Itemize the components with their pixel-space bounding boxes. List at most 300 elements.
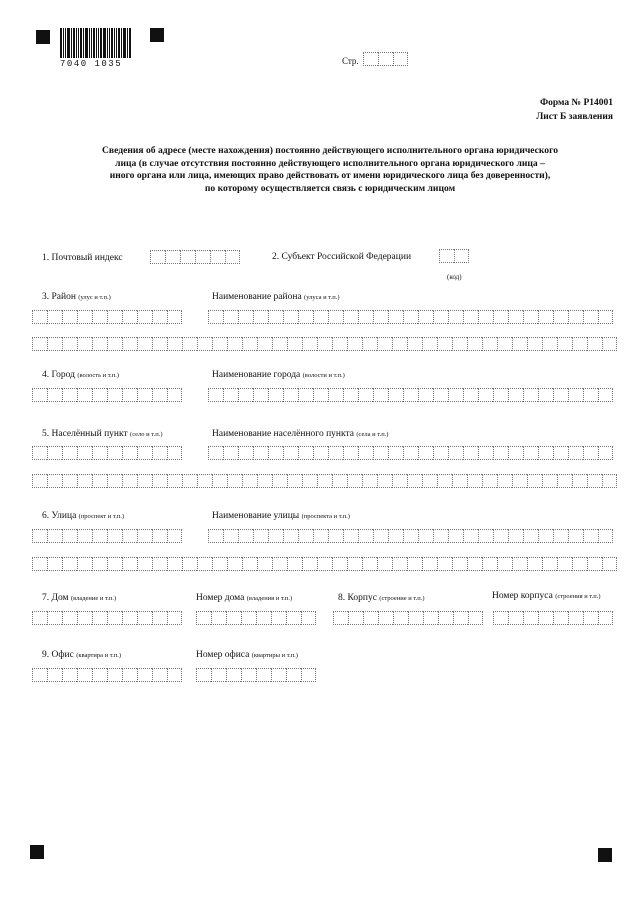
input-cell[interactable] bbox=[107, 611, 122, 625]
input-cell[interactable] bbox=[583, 446, 598, 460]
input-cell[interactable] bbox=[167, 668, 182, 682]
input-cell[interactable] bbox=[122, 337, 137, 351]
input-cell[interactable] bbox=[197, 337, 212, 351]
input-cell[interactable] bbox=[107, 446, 122, 460]
input-cell[interactable] bbox=[463, 446, 478, 460]
input-cell[interactable] bbox=[137, 668, 152, 682]
input-cell[interactable] bbox=[463, 310, 478, 324]
input-cell[interactable] bbox=[32, 611, 47, 625]
input-cell[interactable] bbox=[301, 611, 316, 625]
input-cell[interactable] bbox=[298, 529, 313, 543]
input-cell[interactable] bbox=[257, 337, 272, 351]
input-cell[interactable] bbox=[77, 310, 92, 324]
input-cell[interactable] bbox=[373, 388, 388, 402]
input-cell[interactable] bbox=[227, 557, 242, 571]
input-cell[interactable] bbox=[348, 611, 363, 625]
input-cell[interactable] bbox=[152, 337, 167, 351]
input-cell[interactable] bbox=[272, 474, 287, 488]
input-cell[interactable] bbox=[523, 611, 538, 625]
input-cell[interactable] bbox=[287, 557, 302, 571]
input-cell[interactable] bbox=[223, 388, 238, 402]
input-cell[interactable] bbox=[553, 446, 568, 460]
input-cell[interactable] bbox=[542, 557, 557, 571]
input-cell[interactable] bbox=[208, 529, 223, 543]
input-cell[interactable] bbox=[226, 611, 241, 625]
input-cell[interactable] bbox=[418, 388, 433, 402]
input-cell[interactable] bbox=[468, 611, 483, 625]
input-cell[interactable] bbox=[583, 529, 598, 543]
input-cell[interactable] bbox=[268, 446, 283, 460]
input-cell[interactable] bbox=[302, 337, 317, 351]
input-cell[interactable] bbox=[527, 557, 542, 571]
input-cell[interactable] bbox=[317, 474, 332, 488]
input-cell[interactable] bbox=[347, 557, 362, 571]
input-cell[interactable] bbox=[137, 529, 152, 543]
input-cell[interactable] bbox=[313, 446, 328, 460]
input-cell[interactable] bbox=[392, 474, 407, 488]
input-cell[interactable] bbox=[92, 474, 107, 488]
input-cell[interactable] bbox=[107, 557, 122, 571]
input-cell[interactable] bbox=[107, 388, 122, 402]
input-cell[interactable] bbox=[167, 310, 182, 324]
input-cell[interactable] bbox=[538, 529, 553, 543]
input-cell[interactable] bbox=[568, 310, 583, 324]
input-cell[interactable] bbox=[453, 611, 468, 625]
input-cell[interactable] bbox=[47, 337, 62, 351]
input-cell[interactable] bbox=[77, 474, 92, 488]
input-cell[interactable] bbox=[107, 474, 122, 488]
input-cell[interactable] bbox=[212, 557, 227, 571]
input-cell[interactable] bbox=[392, 337, 407, 351]
input-cell[interactable] bbox=[77, 337, 92, 351]
input-cell[interactable] bbox=[212, 337, 227, 351]
input-cell[interactable] bbox=[437, 557, 452, 571]
input-cell[interactable] bbox=[523, 529, 538, 543]
district-cells[interactable] bbox=[32, 310, 182, 324]
input-cell[interactable] bbox=[167, 611, 182, 625]
input-cell[interactable] bbox=[418, 446, 433, 460]
input-cell[interactable] bbox=[253, 310, 268, 324]
input-cell[interactable] bbox=[508, 446, 523, 460]
input-cell[interactable] bbox=[553, 611, 568, 625]
input-cell[interactable] bbox=[287, 337, 302, 351]
input-cell[interactable] bbox=[152, 611, 167, 625]
input-cell[interactable] bbox=[482, 474, 497, 488]
input-cell[interactable] bbox=[257, 474, 272, 488]
input-cell[interactable] bbox=[463, 388, 478, 402]
input-cell[interactable] bbox=[422, 474, 437, 488]
input-cell[interactable] bbox=[497, 557, 512, 571]
input-cell[interactable] bbox=[242, 474, 257, 488]
input-cell[interactable] bbox=[358, 388, 373, 402]
input-cell[interactable] bbox=[508, 529, 523, 543]
input-cell[interactable] bbox=[212, 474, 227, 488]
input-cell[interactable] bbox=[92, 310, 107, 324]
input-cell[interactable] bbox=[167, 557, 182, 571]
input-cell[interactable] bbox=[542, 474, 557, 488]
input-cell[interactable] bbox=[238, 310, 253, 324]
input-cell[interactable] bbox=[438, 611, 453, 625]
input-cell[interactable] bbox=[253, 529, 268, 543]
input-cell[interactable] bbox=[62, 668, 77, 682]
input-cell[interactable] bbox=[448, 310, 463, 324]
input-cell[interactable] bbox=[437, 337, 452, 351]
input-cell[interactable] bbox=[253, 388, 268, 402]
input-cell[interactable] bbox=[211, 668, 226, 682]
input-cell[interactable] bbox=[347, 474, 362, 488]
input-cell[interactable] bbox=[62, 474, 77, 488]
input-cell[interactable] bbox=[403, 388, 418, 402]
input-cell[interactable] bbox=[92, 668, 107, 682]
input-cell[interactable] bbox=[363, 611, 378, 625]
input-cell[interactable] bbox=[313, 388, 328, 402]
input-cell[interactable] bbox=[493, 446, 508, 460]
input-cell[interactable] bbox=[313, 529, 328, 543]
input-cell[interactable] bbox=[137, 474, 152, 488]
input-cell[interactable] bbox=[256, 668, 271, 682]
input-cell[interactable] bbox=[373, 310, 388, 324]
input-cell[interactable] bbox=[165, 250, 180, 264]
input-cell[interactable] bbox=[32, 337, 47, 351]
input-cell[interactable] bbox=[467, 337, 482, 351]
input-cell[interactable] bbox=[268, 388, 283, 402]
district-name-cells-row2[interactable] bbox=[32, 337, 617, 351]
settlement-name-cells-row1[interactable] bbox=[208, 446, 613, 460]
input-cell[interactable] bbox=[180, 250, 195, 264]
subject-code-cells[interactable] bbox=[439, 249, 469, 263]
input-cell[interactable] bbox=[572, 557, 587, 571]
input-cell[interactable] bbox=[32, 388, 47, 402]
input-cell[interactable] bbox=[167, 474, 182, 488]
input-cell[interactable] bbox=[225, 250, 240, 264]
input-cell[interactable] bbox=[328, 529, 343, 543]
input-cell[interactable] bbox=[407, 474, 422, 488]
input-cell[interactable] bbox=[197, 557, 212, 571]
input-cell[interactable] bbox=[77, 446, 92, 460]
input-cell[interactable] bbox=[208, 446, 223, 460]
city-name-cells[interactable] bbox=[208, 388, 613, 402]
input-cell[interactable] bbox=[283, 446, 298, 460]
input-cell[interactable] bbox=[448, 388, 463, 402]
input-cell[interactable] bbox=[343, 446, 358, 460]
input-cell[interactable] bbox=[598, 388, 613, 402]
input-cell[interactable] bbox=[301, 668, 316, 682]
input-cell[interactable] bbox=[283, 529, 298, 543]
input-cell[interactable] bbox=[373, 446, 388, 460]
input-cell[interactable] bbox=[598, 529, 613, 543]
input-cell[interactable] bbox=[332, 337, 347, 351]
input-cell[interactable] bbox=[538, 388, 553, 402]
input-cell[interactable] bbox=[62, 337, 77, 351]
input-cell[interactable] bbox=[32, 474, 47, 488]
input-cell[interactable] bbox=[62, 557, 77, 571]
input-cell[interactable] bbox=[343, 388, 358, 402]
input-cell[interactable] bbox=[47, 310, 62, 324]
input-cell[interactable] bbox=[363, 52, 378, 66]
input-cell[interactable] bbox=[47, 388, 62, 402]
input-cell[interactable] bbox=[287, 474, 302, 488]
input-cell[interactable] bbox=[122, 474, 137, 488]
input-cell[interactable] bbox=[152, 557, 167, 571]
input-cell[interactable] bbox=[122, 668, 137, 682]
input-cell[interactable] bbox=[523, 310, 538, 324]
input-cell[interactable] bbox=[418, 310, 433, 324]
input-cell[interactable] bbox=[152, 446, 167, 460]
input-cell[interactable] bbox=[271, 668, 286, 682]
input-cell[interactable] bbox=[227, 474, 242, 488]
input-cell[interactable] bbox=[557, 474, 572, 488]
input-cell[interactable] bbox=[343, 529, 358, 543]
input-cell[interactable] bbox=[373, 529, 388, 543]
input-cell[interactable] bbox=[587, 337, 602, 351]
input-cell[interactable] bbox=[407, 557, 422, 571]
input-cell[interactable] bbox=[467, 474, 482, 488]
input-cell[interactable] bbox=[572, 474, 587, 488]
input-cell[interactable] bbox=[598, 611, 613, 625]
input-cell[interactable] bbox=[493, 388, 508, 402]
input-cell[interactable] bbox=[47, 557, 62, 571]
input-cell[interactable] bbox=[454, 249, 469, 263]
input-cell[interactable] bbox=[223, 446, 238, 460]
input-cell[interactable] bbox=[182, 557, 197, 571]
street-name-cells-row1[interactable] bbox=[208, 529, 613, 543]
input-cell[interactable] bbox=[433, 310, 448, 324]
office-number-cells[interactable] bbox=[196, 668, 316, 682]
input-cell[interactable] bbox=[328, 446, 343, 460]
input-cell[interactable] bbox=[583, 310, 598, 324]
input-cell[interactable] bbox=[553, 388, 568, 402]
input-cell[interactable] bbox=[452, 557, 467, 571]
input-cell[interactable] bbox=[253, 446, 268, 460]
input-cell[interactable] bbox=[358, 446, 373, 460]
input-cell[interactable] bbox=[182, 474, 197, 488]
building-cells[interactable] bbox=[333, 611, 483, 625]
input-cell[interactable] bbox=[182, 337, 197, 351]
input-cell[interactable] bbox=[77, 611, 92, 625]
input-cell[interactable] bbox=[497, 474, 512, 488]
input-cell[interactable] bbox=[107, 310, 122, 324]
input-cell[interactable] bbox=[508, 310, 523, 324]
input-cell[interactable] bbox=[523, 446, 538, 460]
input-cell[interactable] bbox=[512, 557, 527, 571]
input-cell[interactable] bbox=[137, 446, 152, 460]
input-cell[interactable] bbox=[508, 611, 523, 625]
input-cell[interactable] bbox=[403, 310, 418, 324]
office-cells[interactable] bbox=[32, 668, 182, 682]
input-cell[interactable] bbox=[553, 310, 568, 324]
input-cell[interactable] bbox=[152, 529, 167, 543]
input-cell[interactable] bbox=[439, 249, 454, 263]
input-cell[interactable] bbox=[150, 250, 165, 264]
input-cell[interactable] bbox=[268, 310, 283, 324]
input-cell[interactable] bbox=[227, 337, 242, 351]
input-cell[interactable] bbox=[196, 668, 211, 682]
input-cell[interactable] bbox=[393, 611, 408, 625]
input-cell[interactable] bbox=[137, 337, 152, 351]
input-cell[interactable] bbox=[572, 337, 587, 351]
input-cell[interactable] bbox=[137, 310, 152, 324]
input-cell[interactable] bbox=[137, 611, 152, 625]
input-cell[interactable] bbox=[343, 310, 358, 324]
input-cell[interactable] bbox=[62, 388, 77, 402]
input-cell[interactable] bbox=[137, 557, 152, 571]
input-cell[interactable] bbox=[362, 474, 377, 488]
input-cell[interactable] bbox=[602, 337, 617, 351]
input-cell[interactable] bbox=[358, 529, 373, 543]
input-cell[interactable] bbox=[271, 611, 286, 625]
input-cell[interactable] bbox=[478, 388, 493, 402]
input-cell[interactable] bbox=[433, 388, 448, 402]
input-cell[interactable] bbox=[602, 474, 617, 488]
input-cell[interactable] bbox=[195, 250, 210, 264]
input-cell[interactable] bbox=[482, 337, 497, 351]
input-cell[interactable] bbox=[226, 668, 241, 682]
input-cell[interactable] bbox=[242, 337, 257, 351]
input-cell[interactable] bbox=[196, 611, 211, 625]
input-cell[interactable] bbox=[478, 446, 493, 460]
city-cells[interactable] bbox=[32, 388, 182, 402]
input-cell[interactable] bbox=[92, 529, 107, 543]
input-cell[interactable] bbox=[362, 337, 377, 351]
input-cell[interactable] bbox=[313, 310, 328, 324]
input-cell[interactable] bbox=[448, 446, 463, 460]
house-cells[interactable] bbox=[32, 611, 182, 625]
input-cell[interactable] bbox=[393, 52, 408, 66]
input-cell[interactable] bbox=[268, 529, 283, 543]
input-cell[interactable] bbox=[208, 388, 223, 402]
input-cell[interactable] bbox=[47, 668, 62, 682]
input-cell[interactable] bbox=[32, 668, 47, 682]
input-cell[interactable] bbox=[587, 474, 602, 488]
input-cell[interactable] bbox=[32, 446, 47, 460]
input-cell[interactable] bbox=[602, 557, 617, 571]
input-cell[interactable] bbox=[527, 474, 542, 488]
input-cell[interactable] bbox=[463, 529, 478, 543]
input-cell[interactable] bbox=[568, 388, 583, 402]
input-cell[interactable] bbox=[302, 557, 317, 571]
input-cell[interactable] bbox=[92, 557, 107, 571]
input-cell[interactable] bbox=[388, 529, 403, 543]
input-cell[interactable] bbox=[238, 446, 253, 460]
street-cells[interactable] bbox=[32, 529, 182, 543]
input-cell[interactable] bbox=[377, 557, 392, 571]
input-cell[interactable] bbox=[378, 52, 393, 66]
input-cell[interactable] bbox=[598, 446, 613, 460]
input-cell[interactable] bbox=[272, 337, 287, 351]
input-cell[interactable] bbox=[497, 337, 512, 351]
input-cell[interactable] bbox=[527, 337, 542, 351]
input-cell[interactable] bbox=[238, 388, 253, 402]
input-cell[interactable] bbox=[77, 668, 92, 682]
input-cell[interactable] bbox=[167, 529, 182, 543]
input-cell[interactable] bbox=[298, 310, 313, 324]
input-cell[interactable] bbox=[333, 611, 348, 625]
input-cell[interactable] bbox=[122, 446, 137, 460]
input-cell[interactable] bbox=[77, 557, 92, 571]
input-cell[interactable] bbox=[407, 337, 422, 351]
input-cell[interactable] bbox=[302, 474, 317, 488]
input-cell[interactable] bbox=[433, 529, 448, 543]
input-cell[interactable] bbox=[583, 611, 598, 625]
input-cell[interactable] bbox=[62, 446, 77, 460]
input-cell[interactable] bbox=[62, 310, 77, 324]
input-cell[interactable] bbox=[433, 446, 448, 460]
building-number-cells[interactable] bbox=[493, 611, 613, 625]
input-cell[interactable] bbox=[47, 529, 62, 543]
input-cell[interactable] bbox=[223, 529, 238, 543]
input-cell[interactable] bbox=[328, 310, 343, 324]
input-cell[interactable] bbox=[568, 446, 583, 460]
input-cell[interactable] bbox=[107, 529, 122, 543]
input-cell[interactable] bbox=[467, 557, 482, 571]
input-cell[interactable] bbox=[122, 529, 137, 543]
input-cell[interactable] bbox=[437, 474, 452, 488]
input-cell[interactable] bbox=[107, 668, 122, 682]
input-cell[interactable] bbox=[362, 557, 377, 571]
input-cell[interactable] bbox=[107, 337, 122, 351]
input-cell[interactable] bbox=[47, 611, 62, 625]
input-cell[interactable] bbox=[542, 337, 557, 351]
input-cell[interactable] bbox=[557, 337, 572, 351]
district-name-cells-row1[interactable] bbox=[208, 310, 613, 324]
input-cell[interactable] bbox=[452, 337, 467, 351]
input-cell[interactable] bbox=[403, 446, 418, 460]
input-cell[interactable] bbox=[332, 557, 347, 571]
input-cell[interactable] bbox=[347, 337, 362, 351]
input-cell[interactable] bbox=[388, 446, 403, 460]
input-cell[interactable] bbox=[47, 446, 62, 460]
input-cell[interactable] bbox=[62, 611, 77, 625]
input-cell[interactable] bbox=[538, 611, 553, 625]
input-cell[interactable] bbox=[167, 388, 182, 402]
input-cell[interactable] bbox=[422, 557, 437, 571]
input-cell[interactable] bbox=[211, 611, 226, 625]
input-cell[interactable] bbox=[553, 529, 568, 543]
postal-index-cells[interactable] bbox=[150, 250, 240, 264]
input-cell[interactable] bbox=[478, 310, 493, 324]
input-cell[interactable] bbox=[538, 310, 553, 324]
input-cell[interactable] bbox=[283, 310, 298, 324]
input-cell[interactable] bbox=[223, 310, 238, 324]
input-cell[interactable] bbox=[272, 557, 287, 571]
input-cell[interactable] bbox=[152, 388, 167, 402]
input-cell[interactable] bbox=[241, 668, 256, 682]
input-cell[interactable] bbox=[77, 529, 92, 543]
input-cell[interactable] bbox=[238, 529, 253, 543]
input-cell[interactable] bbox=[422, 337, 437, 351]
input-cell[interactable] bbox=[32, 310, 47, 324]
input-cell[interactable] bbox=[388, 388, 403, 402]
input-cell[interactable] bbox=[283, 388, 298, 402]
input-cell[interactable] bbox=[568, 611, 583, 625]
street-name-cells-row2[interactable] bbox=[32, 557, 617, 571]
input-cell[interactable] bbox=[523, 388, 538, 402]
input-cell[interactable] bbox=[122, 557, 137, 571]
input-cell[interactable] bbox=[587, 557, 602, 571]
input-cell[interactable] bbox=[197, 474, 212, 488]
input-cell[interactable] bbox=[317, 337, 332, 351]
input-cell[interactable] bbox=[286, 611, 301, 625]
input-cell[interactable] bbox=[512, 337, 527, 351]
input-cell[interactable] bbox=[557, 557, 572, 571]
input-cell[interactable] bbox=[512, 474, 527, 488]
input-cell[interactable] bbox=[32, 529, 47, 543]
input-cell[interactable] bbox=[62, 529, 77, 543]
input-cell[interactable] bbox=[388, 310, 403, 324]
input-cell[interactable] bbox=[92, 388, 107, 402]
house-number-cells[interactable] bbox=[196, 611, 316, 625]
input-cell[interactable] bbox=[256, 611, 271, 625]
